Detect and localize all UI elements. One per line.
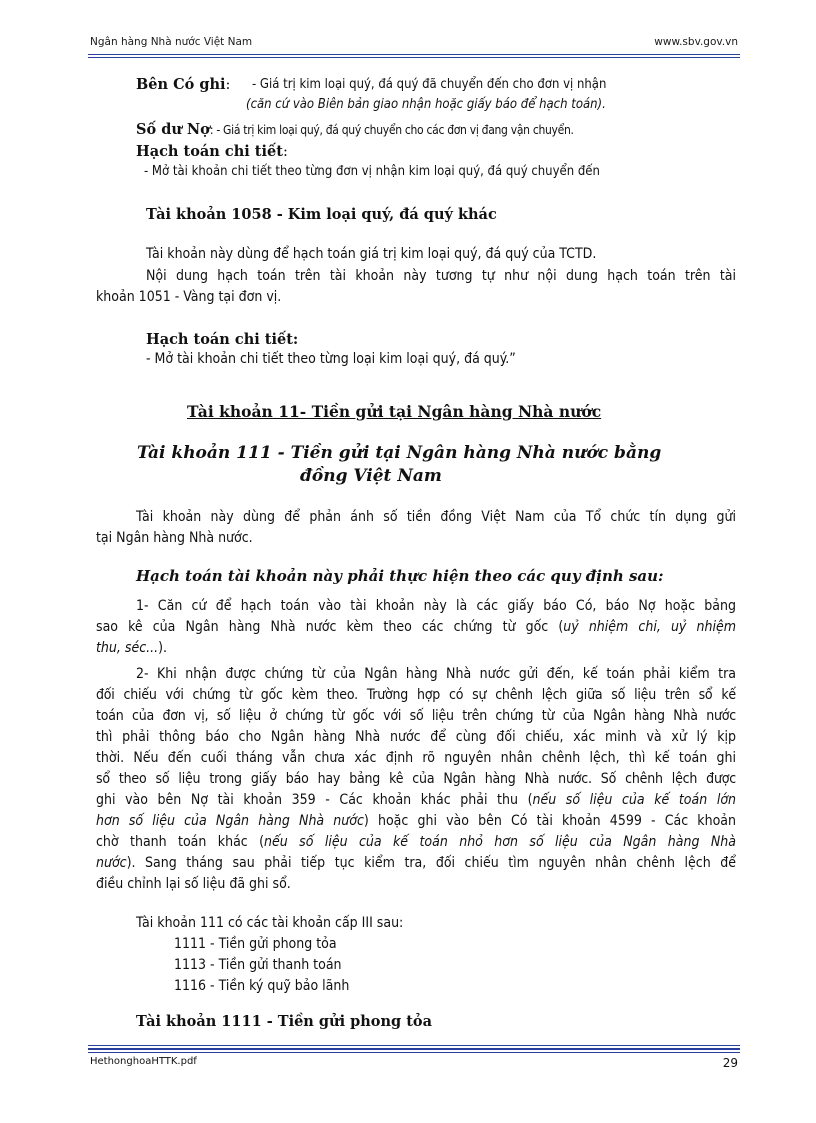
ben-co-colon: :	[225, 77, 231, 93]
header-website: www.sbv.gov.vn	[654, 36, 738, 48]
tk1058-p1: Tài khoản này dùng để hạch toán giá trị kim loại quý, đá quý của TCTD.	[146, 246, 597, 262]
rule2-line5: thời. Nếu đến cuối tháng vẫn chưa xác định rõ nguyên nhân chênh lệch, thì kế toán ghi	[96, 750, 736, 766]
header-rule-thin	[88, 57, 740, 58]
page-footer	[90, 1056, 738, 1070]
tk1058-ht-label: Hạch toán chi tiết:	[146, 331, 299, 348]
tk111-intro-line1: Tài khoản này dùng để phản ánh số tiền đồng Việt Nam của Tổ chức tín dụng gửi	[136, 509, 736, 525]
tk1111-title: Tài khoản 1111 - Tiền gửi phong tỏa	[136, 1013, 432, 1030]
page-number: 29	[722, 1056, 738, 1070]
header-org: Ngân hàng Nhà nước Việt Nam	[90, 36, 253, 48]
rule2-line8-italic: hơn số liệu của Ngân hàng Nhà nước	[96, 813, 364, 829]
rule1-line2-text: sao kê của Ngân hàng Nhà nước kèm theo các chứng từ gốc (	[96, 619, 564, 635]
hach-toan-item: - Mở tài khoản chi tiết theo từng đơn vị nhận kim loại quý, đá quý chuyển đến	[144, 164, 600, 179]
sub-account-item: 1116 - Tiền ký quỹ bảo lãnh	[174, 978, 350, 994]
rule2-line9-text: chờ thanh toán khác (	[96, 834, 265, 850]
rule1-line3-text: ).	[158, 640, 168, 656]
rule2-line9	[96, 834, 736, 850]
tk111-title-line2: đồng Việt Nam	[300, 466, 442, 486]
rule2-line4: thì phải thông báo cho Ngân hàng Nhà nước để cùng đối chiếu, xác minh và xử lý kịp	[96, 729, 736, 745]
rule2-line2: đối chiếu với chứng từ gốc kèm theo. Trường hợp có sự chênh lệch giữa số liệu trên sổ kế	[96, 687, 736, 703]
tk1058-ht-item: - Mở tài khoản chi tiết theo từng loại kim loại quý, đá quý.”	[146, 351, 516, 367]
hach-toan-label: Hạch toán chi tiết	[136, 143, 283, 160]
so-du-label: Số dư Nợ	[136, 121, 210, 138]
hach-toan-colon: :	[282, 144, 288, 160]
rule2-line7	[96, 792, 736, 808]
rule2-line1: 2- Khi nhận được chứng từ của Ngân hàng Nhà nước gửi đến, kế toán phải kiểm tra	[136, 666, 736, 682]
tk1058-p2-line2: khoản 1051 - Vàng tại đơn vị.	[96, 289, 282, 305]
footer-rule-bottom	[88, 1052, 740, 1053]
tk1058-p2-line1: Nội dung hạch toán trên tài khoản này tương tự như nội dung hạch toán trên tài	[146, 268, 736, 284]
tk1058-title: Tài khoản 1058 - Kim loại quý, đá quý khác	[146, 206, 497, 223]
rule2-line8	[96, 813, 736, 829]
rule2-line11: điều chỉnh lại số liệu đã ghi sổ.	[96, 876, 291, 892]
rule1-line3-italic: thu, séc...	[96, 640, 159, 656]
ben-co-text: - Giá trị kim loại quý, đá quý đã chuyển đến cho đơn vị nhận	[252, 77, 607, 92]
sub-accounts-intro: Tài khoản 111 có các tài khoản cấp III sau:	[136, 915, 404, 931]
footer-rule-mid	[88, 1048, 740, 1050]
ben-co-note: (căn cứ vào Biên bản giao nhận hoặc giấy báo để hạch toán).	[246, 97, 606, 112]
header-rule	[88, 54, 740, 55]
rule2-line7-italic: nếu số liệu của kế toán lớn	[532, 792, 737, 808]
rule2-line8-text: ) hoặc ghi vào bên Có tài khoản 4599 - Các khoản	[363, 813, 736, 829]
rule1-line2-italic: uỷ nhiệm chi, uỷ nhiệm	[563, 619, 736, 635]
rule1-line3	[96, 640, 167, 656]
tk111-title-line1: Tài khoản 111 - Tiền gửi tại Ngân hàng Nhà nước bằng	[137, 443, 662, 463]
rule2-line6: sổ theo số liệu trong giấy báo hay bảng kê của Ngân hàng Nhà nước. Số chênh lệch được	[96, 771, 736, 787]
rule2-line3: toán của đơn vị, số liệu ở chứng từ gốc với số liệu trên chứng từ của Ngân hàng Nhà nước	[96, 708, 736, 724]
rule2-line10-text: ). Sang tháng sau phải tiếp tục kiểm tra, đối chiếu tìm nguyên nhân chênh lệch để	[126, 855, 736, 871]
rule2-line7-text: ghi vào bên Nợ tài khoản 359 - Các khoản khác phải thu (	[96, 792, 533, 808]
hach-toan-heading	[136, 143, 288, 160]
ben-co-line	[136, 76, 230, 93]
tk11-title: Tài khoản 11- Tiền gửi tại Ngân hàng Nhà nước	[187, 402, 602, 421]
rule2-line10-italic: nước	[96, 855, 127, 871]
footer-rule-top	[88, 1045, 740, 1046]
footer-filename: HethonghoaHTTK.pdf	[90, 1056, 197, 1067]
rule2-line9-italic: nếu số liệu của kế toán nhỏ hơn số liệu của Ngân hàng Nhà	[264, 834, 736, 850]
so-du-line	[136, 119, 574, 138]
so-du-text: : - Giá trị kim loại quý, đá quý chuyển cho các đơn vị đang vận chuyển.	[209, 123, 574, 137]
sub-account-item: 1113 - Tiền gửi thanh toán	[174, 957, 342, 973]
rule1-line2	[96, 619, 736, 635]
rule2-line10	[96, 855, 736, 871]
ben-co-label: Bên Có ghi	[136, 76, 226, 93]
page-header	[90, 36, 738, 48]
tk111-rules-heading: Hạch toán tài khoản này phải thực hiện theo các quy định sau:	[136, 567, 664, 585]
tk111-intro-line2: tại Ngân hàng Nhà nước.	[96, 530, 253, 546]
sub-account-item: 1111 - Tiền gửi phong tỏa	[174, 936, 337, 952]
rule1-line1: 1- Căn cứ để hạch toán vào tài khoản này là các giấy báo Có, báo Nợ hoặc bảng	[136, 598, 736, 614]
